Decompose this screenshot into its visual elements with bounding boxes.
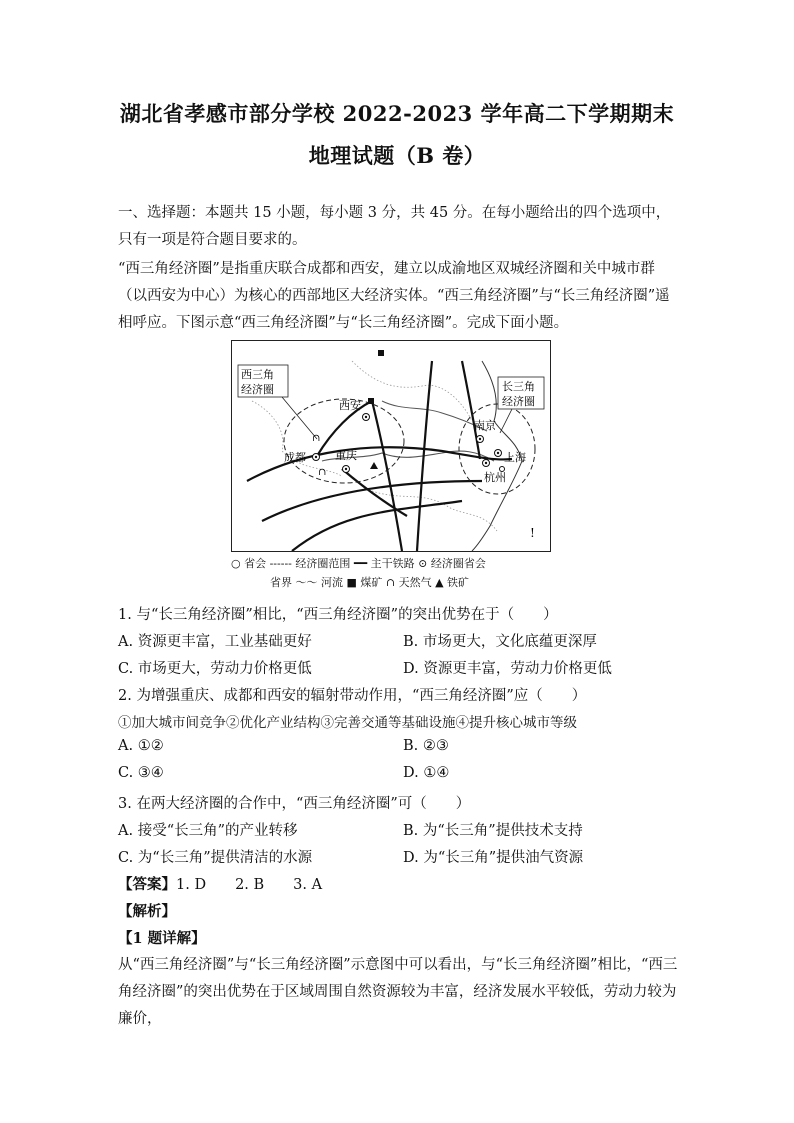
railway — [292, 501, 462, 551]
economic-circle-map — [231, 340, 551, 552]
question-1-option-d: D. 资源更丰富，劳动力价格更低 — [403, 661, 612, 677]
province-boundary — [352, 361, 472, 421]
analysis-label: 【解析】 — [118, 903, 176, 920]
answer-label-text: 【答案】 — [118, 876, 176, 893]
east-label-line2: 经济圈 — [502, 395, 535, 408]
map-drawing — [232, 341, 550, 551]
analysis-sub-label: 【1 题详解】 — [118, 930, 206, 947]
document-title-line1: 湖北省孝感市部分学校 2022-2023 学年高二下学期期末 — [119, 101, 675, 126]
question-1-option-a: A. 资源更丰富，工业基础更好 — [118, 634, 312, 650]
map-legend-row1: ○ 省会 ------ 经济圈范围 ━━ 主干铁路 ⊙ 经济圈省会 — [231, 557, 486, 570]
document-title-line2: 地理试题（B 卷） — [308, 143, 486, 168]
question-3-option-d: D. 为“长三角”提供油气资源 — [403, 850, 584, 866]
answer-label — [118, 873, 322, 894]
west-label-line1: 西三角 — [241, 368, 274, 381]
natural-gas-icon: ∩ — [318, 467, 327, 478]
question-2-option-a: A. ①② — [118, 738, 164, 754]
question-1-option-b: B. 市场更大，文化底蕴更深厚 — [403, 634, 597, 650]
city-label-hangzhou: 杭州 — [484, 471, 506, 484]
city-label-chongqing: 重庆 — [335, 449, 357, 462]
coal-mine-icon — [378, 350, 384, 356]
question-3-option-a: A. 接受“长三角”的产业转移 — [118, 823, 298, 839]
city-label-nanjing: 南京 — [474, 419, 496, 432]
east-label-leader — [500, 409, 512, 433]
analysis-text: 从“西三角经济圈”与“长三角经济圈”示意图中可以看出，与“长三角经济圈”相比，“西三角经济圈”的突出优势在于区域周围自然资源较为丰富，经济发展水平较低，劳动力较为廉价， — [118, 957, 678, 1027]
question-2-option-c: C. ③④ — [118, 765, 164, 781]
east-label-line1: 长三角 — [502, 380, 535, 393]
west-label-line2: 经济圈 — [241, 383, 274, 396]
city-label-xian: 西安 — [339, 399, 361, 412]
map-legend-row2: 省界 ～～ 河流 ■ 煤矿 ∩ 天然气 ▲ 铁矿 — [270, 576, 470, 589]
question-3-option-b: B. 为“长三角”提供技术支持 — [403, 823, 583, 839]
question-2-stem: 2. 为增强重庆、成都和西安的辐射带动作用，“西三角经济圈”应（ ） — [118, 688, 587, 704]
map-mark: ! — [530, 526, 535, 540]
natural-gas-icon: ∩ — [312, 433, 321, 444]
section-intro: 一、选择题：本题共 15 小题，每小题 3 分，共 45 分。在每小题给出的四个选项中，只有一项是符合题目要求的。 — [118, 205, 671, 248]
iron-mine-icon — [370, 462, 378, 469]
answer-text: 1. D 2. B 3. A — [176, 877, 323, 893]
question-1-option-c: C. 市场更大，劳动力价格更低 — [118, 661, 312, 677]
city-label-shanghai: 上海 — [504, 451, 526, 464]
coal-mine-icon — [368, 398, 374, 404]
question-2-option-b: B. ②③ — [403, 738, 449, 754]
railway — [462, 361, 480, 459]
question-3-option-c: C. 为“长三角”提供清洁的水源 — [118, 850, 313, 866]
city-label-chengdu: 成都 — [284, 451, 306, 464]
question-1-stem: 1. 与“长三角经济圈”相比，“西三角经济圈”的突出优势在于（ ） — [118, 607, 558, 623]
question-3-stem: 3. 在两大经济圈的合作中，“西三角经济圈”可（ ） — [118, 796, 471, 812]
railway — [372, 401, 402, 551]
question-2-option-d: D. ①④ — [403, 765, 450, 781]
passage: “西三角经济圈”是指重庆联合成都和西安，建立以成渝地区双城经济圈和关中城市群（以西安为中心）为核心的西部地区大经济实体。“西三角经济圈”与“长三角经济圈”遥相呼应。下图示意“西三角经济圈”与“长三角经济圈”。完成下面小题。 — [118, 261, 670, 331]
question-2-note: ①加大城市间竞争②优化产业结构③完善交通等基础设施④提升核心城市等级 — [118, 715, 577, 731]
